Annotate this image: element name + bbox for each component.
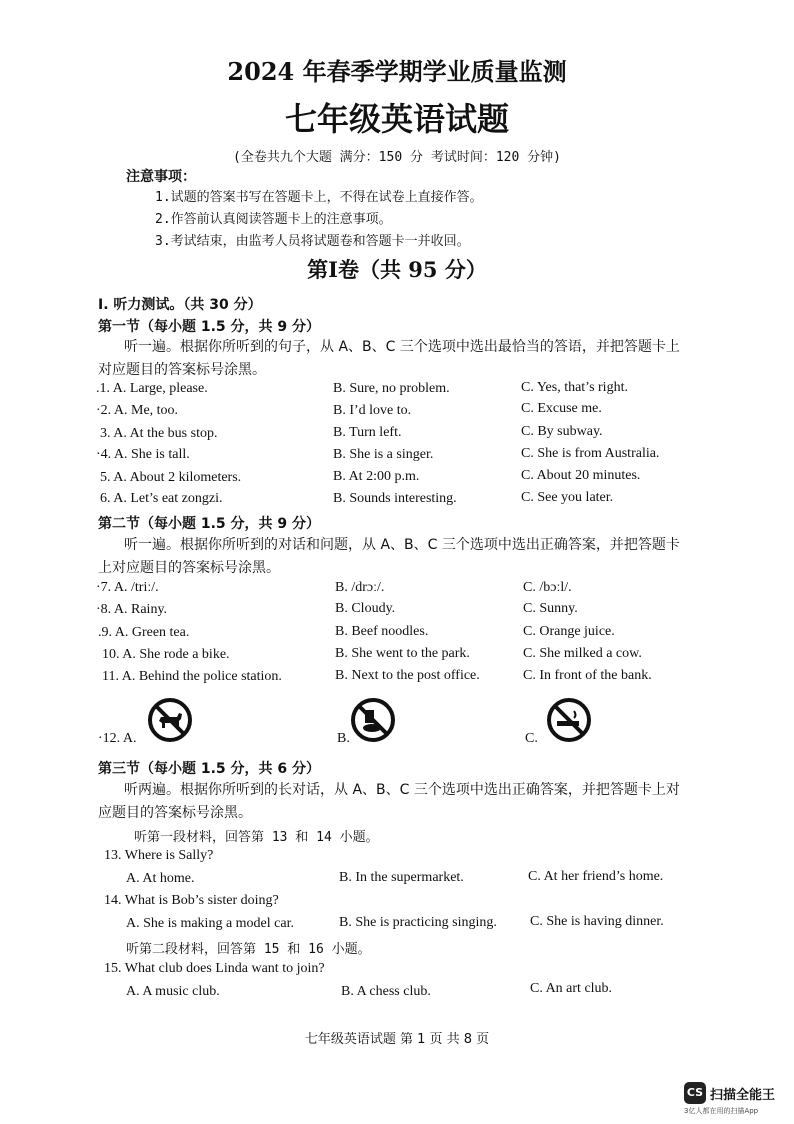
option-b: B. A chess club. xyxy=(341,984,431,999)
no-smoking-icon xyxy=(546,697,592,743)
option-a: ·8. A. Rainy. xyxy=(96,602,168,617)
option-c: C. Excuse me. xyxy=(521,401,602,416)
option-a: ·2. A. Me, too. xyxy=(96,403,179,418)
option-c: C. She milked a cow. xyxy=(523,646,642,661)
question-text: 14. What is Bob’s sister doing? xyxy=(104,893,279,908)
scanner-watermark xyxy=(684,1082,788,1118)
material-note: 听第二段材料，回答第 15 和 16 小题。 xyxy=(126,942,371,957)
option-b: B. In the supermarket. xyxy=(339,870,464,885)
option-a: 5. A. About 2 kilometers. xyxy=(100,470,242,485)
no-dogs-icon xyxy=(147,697,193,743)
section-heading: I. 听力测试。（共 30 分） xyxy=(98,297,262,313)
option-b: B. She is practicing singing. xyxy=(339,915,497,930)
option-a: 6. A. Let’s eat zongzi. xyxy=(100,491,223,506)
option-b: B. She is a singer. xyxy=(333,447,434,462)
option-c: C. She is from Australia. xyxy=(521,446,660,461)
option-a: ·12. A. xyxy=(98,731,137,746)
option-c: C. She is having dinner. xyxy=(530,914,664,929)
option-b: B. At 2:00 p.m. xyxy=(333,469,420,484)
option-b: B. Beef noodles. xyxy=(335,624,429,639)
question-text: 15. What club does Linda want to join? xyxy=(104,961,325,976)
exam-title: 2024 年春季学期学业质量监测 xyxy=(227,57,567,86)
notice-item: 1.试题的答案书写在答题卡上，不得在试卷上直接作答。 xyxy=(155,190,483,205)
option-c: C. Yes, that’s right. xyxy=(521,380,628,395)
option-b: B. Next to the post office. xyxy=(335,668,480,683)
notice-title: 注意事项： xyxy=(126,169,196,185)
subsection-heading: 第二节（每小题 1.5 分，共 9 分） xyxy=(98,516,321,532)
option-c: C. xyxy=(525,731,538,746)
option-a: A. At home. xyxy=(126,871,195,886)
option-c: C. An art club. xyxy=(530,981,613,996)
scanner-tagline: 3亿人都在用的扫描App xyxy=(684,1107,759,1115)
instruction-line: 应题目的答案标号涂黑。 xyxy=(98,805,252,821)
page-footer: 七年级英语试题 第 1 页 共 8 页 xyxy=(304,1032,490,1047)
notice-item: 2.作答前认真阅读答题卡上的注意事项。 xyxy=(155,212,392,227)
option-a: A. A music club. xyxy=(126,984,220,999)
option-a: A. She is making a model car. xyxy=(126,916,294,931)
option-c: C. In front of the bank. xyxy=(523,668,652,683)
option-a: .1. A. Large, please. xyxy=(96,381,208,396)
option-b: B. xyxy=(337,731,350,746)
option-a: 3. A. At the bus stop. xyxy=(100,426,218,441)
exam-info: (全卷共九个大题 满分：150 分 考试时间：120 分钟) xyxy=(233,150,561,165)
option-b: B. Sounds interesting. xyxy=(333,491,457,506)
option-c: C. About 20 minutes. xyxy=(521,468,641,483)
subsection-heading: 第一节（每小题 1.5 分，共 9 分） xyxy=(98,319,321,335)
option-a: 11. A. Behind the police station. xyxy=(102,669,282,684)
question-text: 13. Where is Sally? xyxy=(104,848,214,863)
exam-subject: 七年级英语试题 xyxy=(284,100,509,138)
option-c: C. Sunny. xyxy=(523,601,578,616)
option-c: C. /bɔːl/. xyxy=(523,580,572,595)
no-food-icon xyxy=(350,697,396,743)
option-a: .9. A. Green tea. xyxy=(98,625,190,640)
option-c: C. See you later. xyxy=(521,490,614,505)
option-b: B. Sure, no problem. xyxy=(333,381,450,396)
option-b: B. I’d love to. xyxy=(333,403,412,418)
instruction-line: 听一遍。根据你所听到的对话和问题，从 A、B、C 三个选项中选出正确答案，并把答题卡 xyxy=(124,537,680,553)
option-b: B. Cloudy. xyxy=(335,601,396,616)
subsection-heading: 第三节（每小题 1.5 分，共 6 分） xyxy=(98,761,321,777)
option-a: ·4. A. She is tall. xyxy=(96,447,190,462)
notice-item: 3.考试结束，由监考人员将试题卷和答题卡一并收回。 xyxy=(155,234,470,249)
option-b: B. She went to the park. xyxy=(335,646,470,661)
scanner-logo-icon: CS xyxy=(684,1082,706,1104)
instruction-line: 听两遍。根据你所听到的长对话，从 A、B、C 三个选项中选出正确答案，并把答题卡上对 xyxy=(124,782,680,798)
option-b: B. Turn left. xyxy=(333,425,402,440)
option-c: C. By subway. xyxy=(521,424,603,439)
option-c: C. At her friend’s home. xyxy=(528,869,664,884)
material-note: 听第一段材料，回答第 13 和 14 小题。 xyxy=(134,830,379,845)
option-a: 10. A. She rode a bike. xyxy=(102,647,230,662)
option-c: C. Orange juice. xyxy=(523,624,615,639)
part-title: 第Ⅰ卷（共 95 分） xyxy=(307,257,487,282)
option-a: ·7. A. /triː/. xyxy=(96,580,159,595)
instruction-line: 上对应题目的答案标号涂黑。 xyxy=(98,560,280,576)
scanner-app-name: 扫描全能王 xyxy=(710,1088,776,1103)
instruction-line: 对应题目的答案标号涂黑。 xyxy=(98,362,266,378)
option-b: B. /drɔː/. xyxy=(335,580,385,595)
instruction-line: 听一遍。根据你所听到的句子，从 A、B、C 三个选项中选出最恰当的答语，并把答题卡上 xyxy=(124,339,680,355)
